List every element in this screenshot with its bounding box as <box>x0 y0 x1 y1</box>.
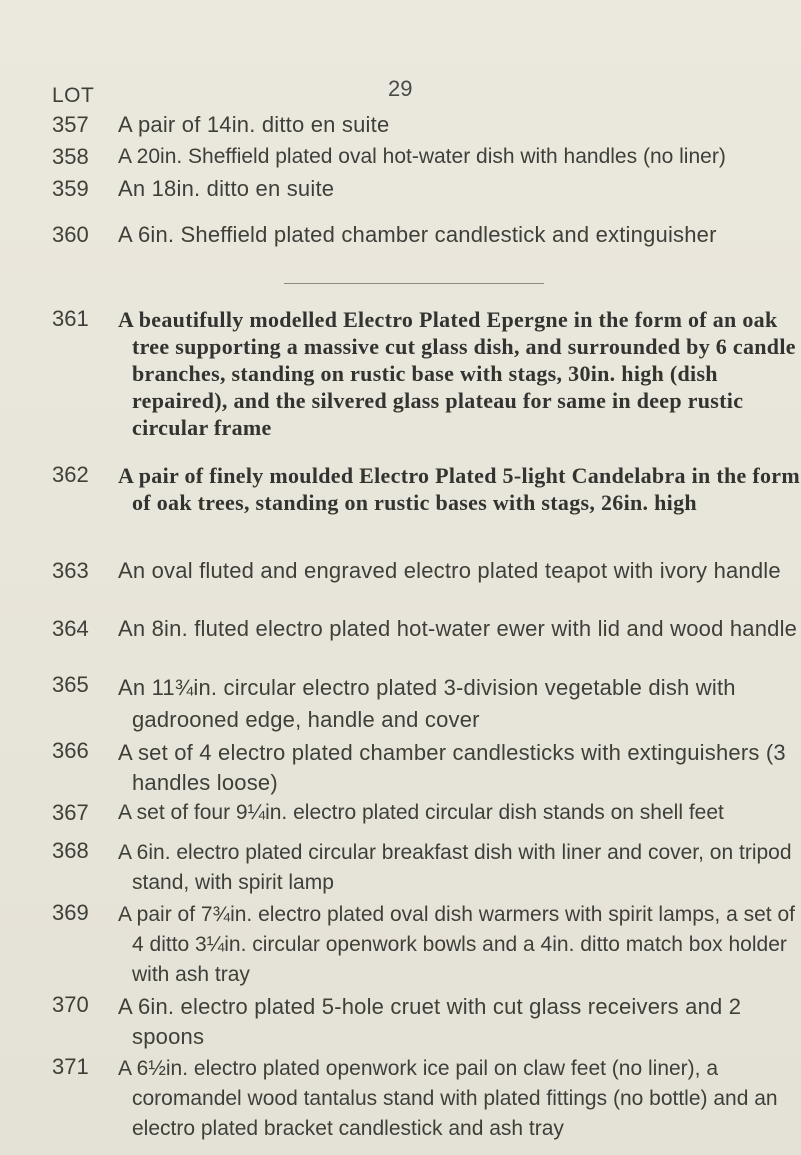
lot-number: 361 <box>52 306 89 331</box>
lot-description: A set of 4 electro plated chamber candlesticks with extinguishers (3 handles loose) <box>118 740 786 795</box>
lot-number: 364 <box>52 616 89 641</box>
lot-description: A pair of 14in. ditto en suite <box>118 112 390 137</box>
lot-description: An 11¾in. circular electro plated 3-division vegetable dish with gadrooned edge, handle and cover <box>118 675 736 732</box>
lot-number: 357 <box>52 112 89 137</box>
lot-number: 369 <box>52 900 89 925</box>
section-divider <box>284 283 544 284</box>
lot-number: 368 <box>52 838 89 863</box>
lot-number: 360 <box>52 222 89 247</box>
lot-number: 366 <box>52 738 89 763</box>
lot-number: 371 <box>52 1054 89 1079</box>
lot-description: A set of four 9¼in. electro plated circular dish stands on shell feet <box>118 801 724 824</box>
lot-number: 365 <box>52 672 89 697</box>
lot-number: 359 <box>52 176 89 201</box>
lot-description: A pair of 7¾in. electro plated oval dish warmers with spirit lamps, a set of 4 ditto 3¼in. circular openwork bowls and a 4in. ditto match box holder with ash tray <box>118 903 795 986</box>
lot-number: 370 <box>52 992 89 1017</box>
lot-description: A beautifully modelled Electro Plated Epergne in the form of an oak tree supporting a massive cut glass dish, and surrounded by 6 candle branches, standing on rustic base with stags, 30in. high (dish repaired), and the silvered glass plateau for same in deep rustic circular frame <box>118 307 796 440</box>
lot-description: An oval fluted and engraved electro plated teapot with ivory handle <box>118 558 781 583</box>
lot-description: A 20in. Sheffield plated oval hot-water dish with handles (no liner) <box>118 145 726 168</box>
lot-number: 367 <box>52 800 89 825</box>
page-number: 29 <box>388 76 413 101</box>
lot-description: An 8in. fluted electro plated hot-water ewer with lid and wood handle <box>118 616 798 641</box>
lot-number: 358 <box>52 144 89 169</box>
lot-number: 363 <box>52 558 89 583</box>
lot-description: A 6in. electro plated circular breakfast dish with liner and cover, on tripod stand, with spirit lamp <box>118 841 792 894</box>
lot-description: A 6in. Sheffield plated chamber candlestick and extinguisher <box>118 222 717 247</box>
lot-number: 362 <box>52 462 89 487</box>
lot-column-heading: LOT <box>52 84 95 107</box>
lot-description: An 18in. ditto en suite <box>118 176 335 201</box>
lot-description: A pair of finely moulded Electro Plated 5-light Candelabra in the form of oak trees, standing on rustic bases with stags, 26in. high <box>118 463 800 515</box>
lot-description: A 6½in. electro plated openwork ice pail on claw feet (no liner), a coromandel wood tantalus stand with plated fittings (no bottle) and an electro plated bracket candlestick and ash tray <box>118 1057 778 1140</box>
lot-description: A 6in. electro plated 5-hole cruet with cut glass receivers and 2 spoons <box>118 994 742 1049</box>
